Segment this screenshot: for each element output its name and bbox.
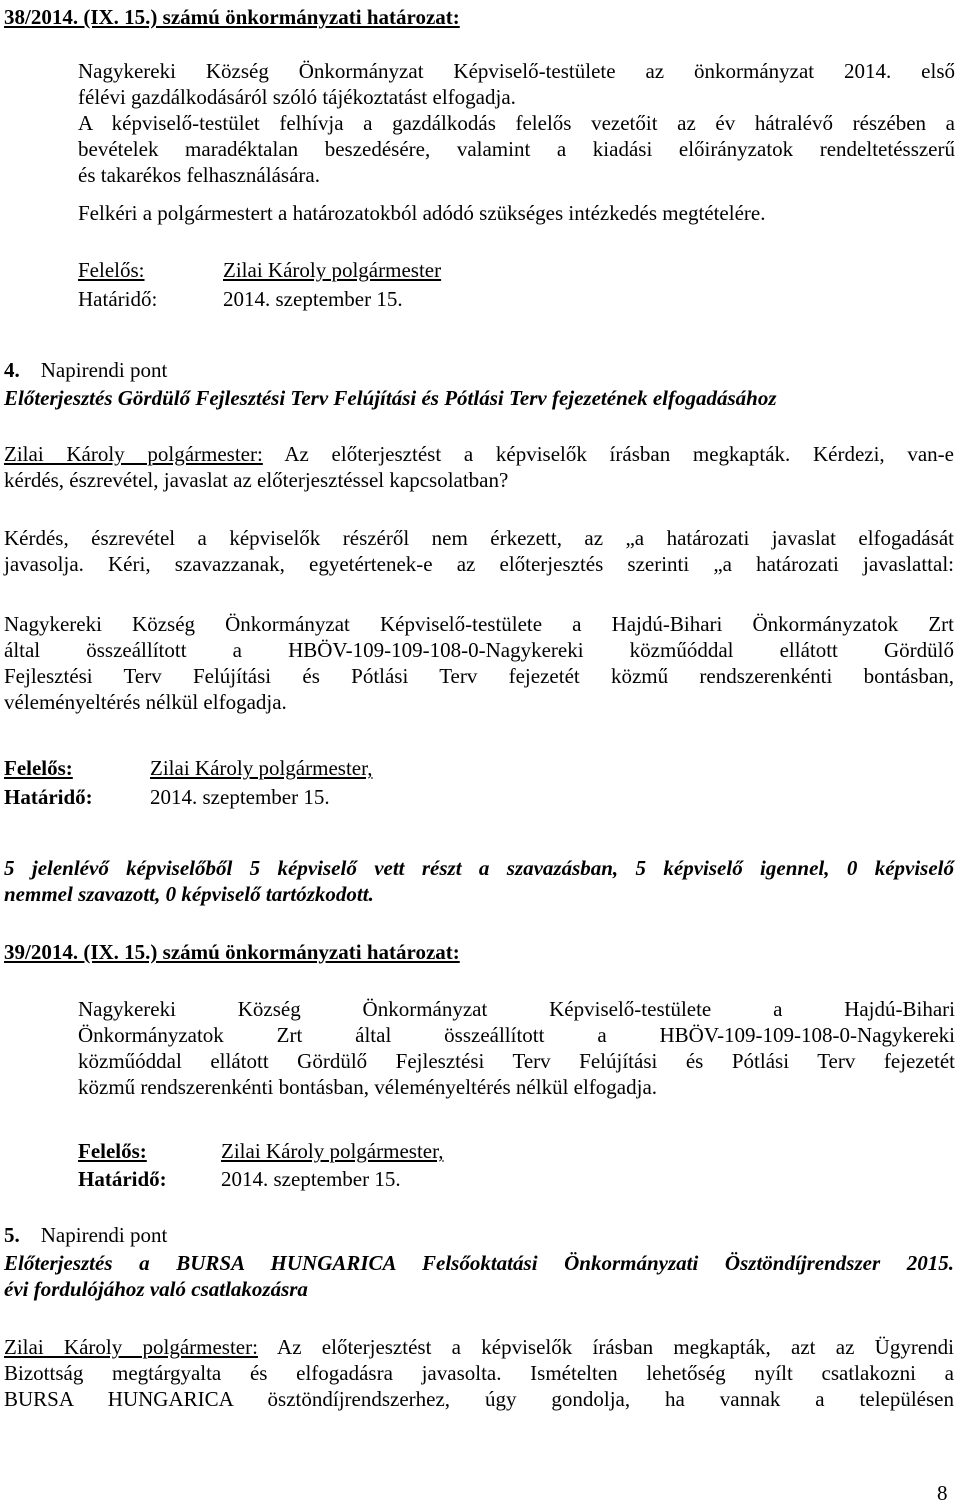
responsible-label: Felelős: <box>78 1139 147 1163</box>
text-line: Bizottság megtárgyalta és elfogadásra javasolta. Ismételten lehetőség nyílt csatlakozni a <box>4 1361 954 1385</box>
text-line: Nagykereki Község Önkormányzat Képviselő-testülete az önkormányzat 2014. első <box>78 59 955 83</box>
resolution-39-deadline <box>78 1166 401 1192</box>
resolution-38-title: 38/2014. (IX. 15.) számú önkormányzati határozat: <box>4 5 460 29</box>
text-line: évi fordulójához való csatlakozásra <box>4 1277 308 1301</box>
agenda-item-4-heading <box>4 357 167 383</box>
deadline-value: 2014. szeptember 15. <box>221 1167 401 1191</box>
responsible-value: Zilai Károly polgármester, <box>150 756 373 780</box>
agenda-heading-text: Napirendi pont <box>40 358 168 382</box>
deadline-value: 2014. szeptember 15. <box>223 287 403 311</box>
speaker-name: Zilai Károly polgármester: <box>4 442 263 466</box>
responsible-label: Felelős: <box>4 756 73 780</box>
deadline-label: Határidő: <box>78 287 158 311</box>
text-line: félévi gazdálkodásáról szóló tájékoztatást elfogadja. <box>78 85 516 109</box>
deadline-value: 2014. szeptember 15. <box>150 785 330 809</box>
text-line: BURSA HUNGARICA ösztöndíjrendszerhez, úgy gondolja, ha vannak a településen <box>4 1387 954 1411</box>
text-line: Előterjesztés a BURSA HUNGARICA Felsőoktatási Önkormányzati Ösztöndíjrendszer 2015. <box>4 1251 954 1275</box>
text-line: javasolja. Kéri, szavazzanak, egyetértenek-e az előterjesztés szerinti „a határozati javaslattal: <box>4 552 954 576</box>
text-line: közműóddal ellátott Gördülő Fejlesztési Terv Felújítási és Pótlási Terv fejezetét <box>78 1049 955 1073</box>
text-line: véleményeltérés nélkül elfogadja. <box>4 690 287 714</box>
vote-result <box>4 855 954 907</box>
agenda-item-4-speech <box>4 441 954 493</box>
resolution-38-para-1 <box>78 58 955 110</box>
text-line: közmű rendszerenkénti bontásban, véleményeltérés nélkül elfogadja. <box>78 1075 658 1099</box>
text-line: kérdés, észrevétel, javaslat az előterjesztéssel kapcsolatban? <box>4 468 509 492</box>
resolution-38-responsible <box>78 257 441 283</box>
agenda-heading-text: Napirendi pont <box>40 1223 168 1247</box>
text-line: Kérdés, észrevétel a képviselők részéről nem érkezett, az „a határozati javaslat elfogadását <box>4 526 954 550</box>
resolution-39-title: 39/2014. (IX. 15.) számú önkormányzati határozat: <box>4 940 460 964</box>
agenda-item-4-subject: Előterjesztés Gördülő Fejlesztési Terv Felújítási és Pótlási Terv fejezetének elfogadásához <box>4 386 777 410</box>
text-line: bevételek maradéktalan beszedésére, valamint a kiadási előirányzatok rendeltetésszerű <box>78 137 955 161</box>
agenda-number: 4. <box>4 358 20 382</box>
agenda-item-4-para-a <box>4 525 954 577</box>
text-line: nemmel szavazott, 0 képviselő tartózkodott. <box>4 882 374 906</box>
deadline-label: Határidő: <box>4 785 93 809</box>
text-line: 5 jelenlévő képviselőből 5 képviselő vett részt a szavazásban, 5 képviselő igennel, 0 képviselő <box>4 856 954 880</box>
text-line: által összeállított a HBÖV-109-109-108-0-Nagykereki közműóddal ellátott Gördülő <box>4 638 954 662</box>
responsible-value: Zilai Károly polgármester <box>223 258 442 282</box>
agenda-item-4-deadline <box>4 784 330 810</box>
responsible-value: Zilai Károly polgármester, <box>221 1139 444 1163</box>
text-line: A képviselő-testület felhívja a gazdálkodás felelős vezetőit az év hátralévő részében a <box>78 111 955 135</box>
resolution-38-para-3: Felkéri a polgármestert a határozatokból adódó szükséges intézkedés megtételére. <box>78 201 766 225</box>
resolution-38-deadline <box>78 286 403 312</box>
text-line: Nagykereki Község Önkormányzat Képviselő-testülete a Hajdú-Bihari <box>78 997 955 1021</box>
text-line: Nagykereki Község Önkormányzat Képviselő-testülete a Hajdú-Bihari Önkormányzatok Zrt <box>4 612 954 636</box>
responsible-label: Felelős: <box>78 258 145 282</box>
speech-text: Az előterjesztést a képviselők írásban megkapták. Kérdezi, van-e <box>262 442 954 466</box>
agenda-item-5-subject <box>4 1250 954 1302</box>
text-line: Fejlesztési Terv Felújítási és Pótlási Terv fejezetét közmű rendszerenkénti bontásban, <box>4 664 954 688</box>
agenda-item-4-para-b <box>4 611 954 715</box>
agenda-item-5-heading <box>4 1222 167 1248</box>
resolution-39-para <box>78 996 955 1100</box>
speech-text: Az előterjesztést a képviselők írásban megkapták, azt az Ügyrendi <box>257 1335 954 1359</box>
agenda-number: 5. <box>4 1223 20 1247</box>
resolution-38-para-2 <box>78 110 955 188</box>
speaker-name: Zilai Károly polgármester: <box>4 1335 258 1359</box>
page-number: 8 <box>937 1481 948 1505</box>
agenda-item-4-responsible <box>4 755 373 781</box>
deadline-label: Határidő: <box>78 1167 167 1191</box>
text-line: és takarékos felhasználására. <box>78 163 320 187</box>
resolution-39-responsible <box>78 1138 444 1164</box>
agenda-item-5-speech <box>4 1334 954 1412</box>
text-line: Önkormányzatok Zrt által összeállított a HBÖV-109-109-108-0-Nagykereki <box>78 1023 955 1047</box>
